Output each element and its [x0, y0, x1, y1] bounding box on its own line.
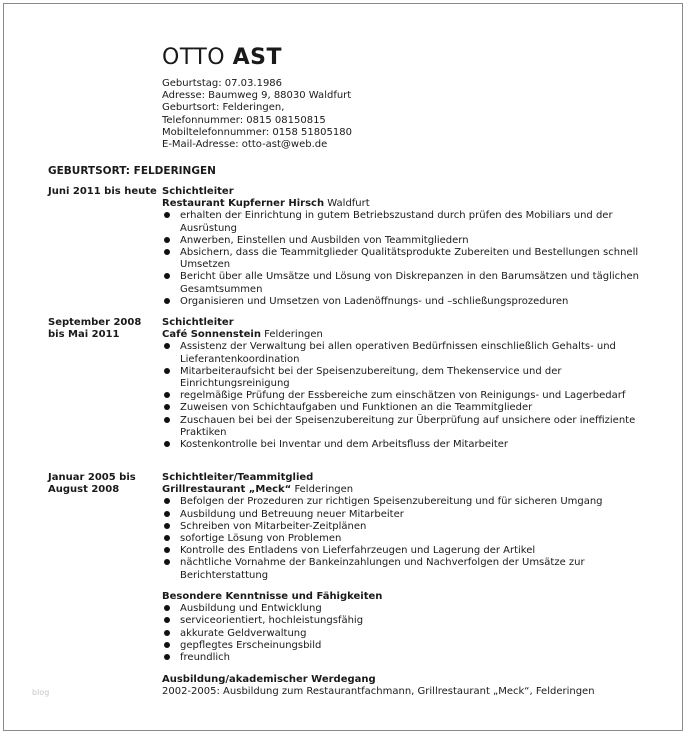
- employer-line: [162, 329, 642, 341]
- list-item: freundlich: [162, 652, 642, 664]
- list-item: Ausbildung und Entwicklung: [162, 603, 642, 615]
- duty-list: [162, 341, 642, 451]
- person-name: [162, 44, 282, 72]
- skills-list: [162, 603, 642, 664]
- email-line: E-Mail-Adresse: otto-ast@web.de: [162, 139, 328, 151]
- list-item: Befolgen der Prozeduren zur richtigen Speisenzubereitung und für sicheren Umgang: [162, 496, 642, 508]
- job-title: Schichtleiter: [162, 186, 234, 197]
- list-item: Anwerben, Einstellen und Ausbilden von Teammitgliedern: [162, 235, 642, 247]
- list-item: Ausbildung und Betreuung neuer Mitarbeiter: [162, 509, 642, 521]
- entry-body: [162, 472, 642, 582]
- list-item: akkurate Geldverwaltung: [162, 628, 642, 640]
- section-heading: GEBURTSORT: FELDERINGEN: [48, 165, 216, 177]
- list-item: Kostenkontrolle bei Inventar und dem Arbeitsfluss der Mitarbeiter: [162, 439, 642, 451]
- duty-list: [162, 496, 642, 581]
- list-item: Bericht über alle Umsätze und Lösung von Diskrepanzen in den Barumsätzen und täglichen Gesamtsummen: [162, 271, 642, 295]
- list-item: Zuschauen bei bei der Speisenzubereitung zur Überprüfung auf unsichere oder ineffiziente Praktiken: [162, 415, 642, 439]
- education-title: Ausbildung/akademischer Werdegang: [162, 674, 376, 685]
- phone-line: Telefonnummer: 0815 08150815: [162, 114, 326, 126]
- employer-name: Grillrestaurant „Meck“: [162, 484, 292, 496]
- list-item: nächtliche Vornahme der Bankeinzahlungen und Nachverfolgen der Umsätze zur Berichterstattung: [162, 557, 642, 581]
- list-item: Organisieren und Umsetzen von Ladenöffnungs- und –schließungsprozeduren: [162, 296, 642, 308]
- last-name: AST: [232, 45, 283, 70]
- list-item: regelmäßige Prüfung der Essbereiche zum einschätzen von Reinigungs- und Lagerbedarf: [162, 390, 642, 402]
- employer-location: Waldfurt: [324, 198, 370, 210]
- list-item: Assistenz der Verwaltung bei allen operativen Bedürfnissen einschließlich Gehalts- und Lieferantenkoordination: [162, 341, 642, 365]
- list-item: gepflegtes Erscheinungsbild: [162, 640, 642, 652]
- address-line: Adresse: Baumweg 9, 88030 Waldfurt: [162, 90, 352, 102]
- first-name: OTTO: [162, 45, 226, 70]
- duty-list: [162, 210, 642, 308]
- list-item: Schreiben von Mitarbeiter-Zeitplänen: [162, 521, 642, 533]
- employer-location: Felderingen: [260, 329, 323, 341]
- list-item: Absichern, dass die Teammitglieder Qualitätsprodukte Zubereiten und Bestellungen schnell Umsetzen: [162, 247, 642, 271]
- list-item: sofortige Lösung von Problemen: [162, 533, 642, 545]
- list-item: erhalten der Einrichtung in gutem Betriebszustand durch prüfen des Mobiliars und der Ausrüstung: [162, 210, 642, 234]
- contact-block: [162, 78, 352, 151]
- watermark: blog: [32, 688, 50, 697]
- job-title: Schichtleiter: [162, 317, 234, 328]
- education-text: 2002-2005: Ausbildung zum Restaurantfachmann, Grillrestaurant „Meck“, Felderingen: [162, 686, 595, 698]
- employer-name: Restaurant Kupferner Hirsch: [162, 198, 325, 210]
- list-item: Zuweisen von Schichtaufgaben und Funktionen an die Teammitglieder: [162, 402, 642, 414]
- birthplace-line: Geburtsort: Felderingen,: [162, 102, 285, 114]
- employer-name: Café Sonnenstein: [162, 329, 261, 341]
- employer-line: [162, 198, 642, 210]
- resume-page: [3, 3, 683, 731]
- list-item: Mitarbeiteraufsicht bei der Speisenzubereitung, dem Thekenservice und der Einrichtungsreinigung: [162, 366, 642, 390]
- education-section: [162, 674, 642, 698]
- birthday-line: Geburtstag: 07.03.1986: [162, 78, 283, 89]
- mobile-line: Mobiltelefonnummer: 0158 51805180: [162, 126, 352, 138]
- employer-location: Felderingen: [291, 484, 354, 496]
- list-item: Kontrolle des Entladens von Lieferfahrzeugen und Lagerung der Artikel: [162, 545, 642, 557]
- list-item: serviceorientiert, hochleistungsfähig: [162, 615, 642, 627]
- job-title: Schichtleiter/Teammitglied: [162, 472, 314, 483]
- employer-line: [162, 484, 642, 496]
- entry-date: Januar 2005 bis August 2008: [48, 472, 136, 496]
- skills-title: Besondere Kenntnisse und Fähigkeiten: [162, 591, 383, 602]
- entry-date: September 2008 bis Mai 2011: [48, 317, 142, 341]
- entry-body: [162, 317, 642, 451]
- entry-body: [162, 186, 642, 308]
- entry-date: Juni 2011 bis heute: [48, 186, 157, 197]
- skills-section: [162, 591, 642, 664]
